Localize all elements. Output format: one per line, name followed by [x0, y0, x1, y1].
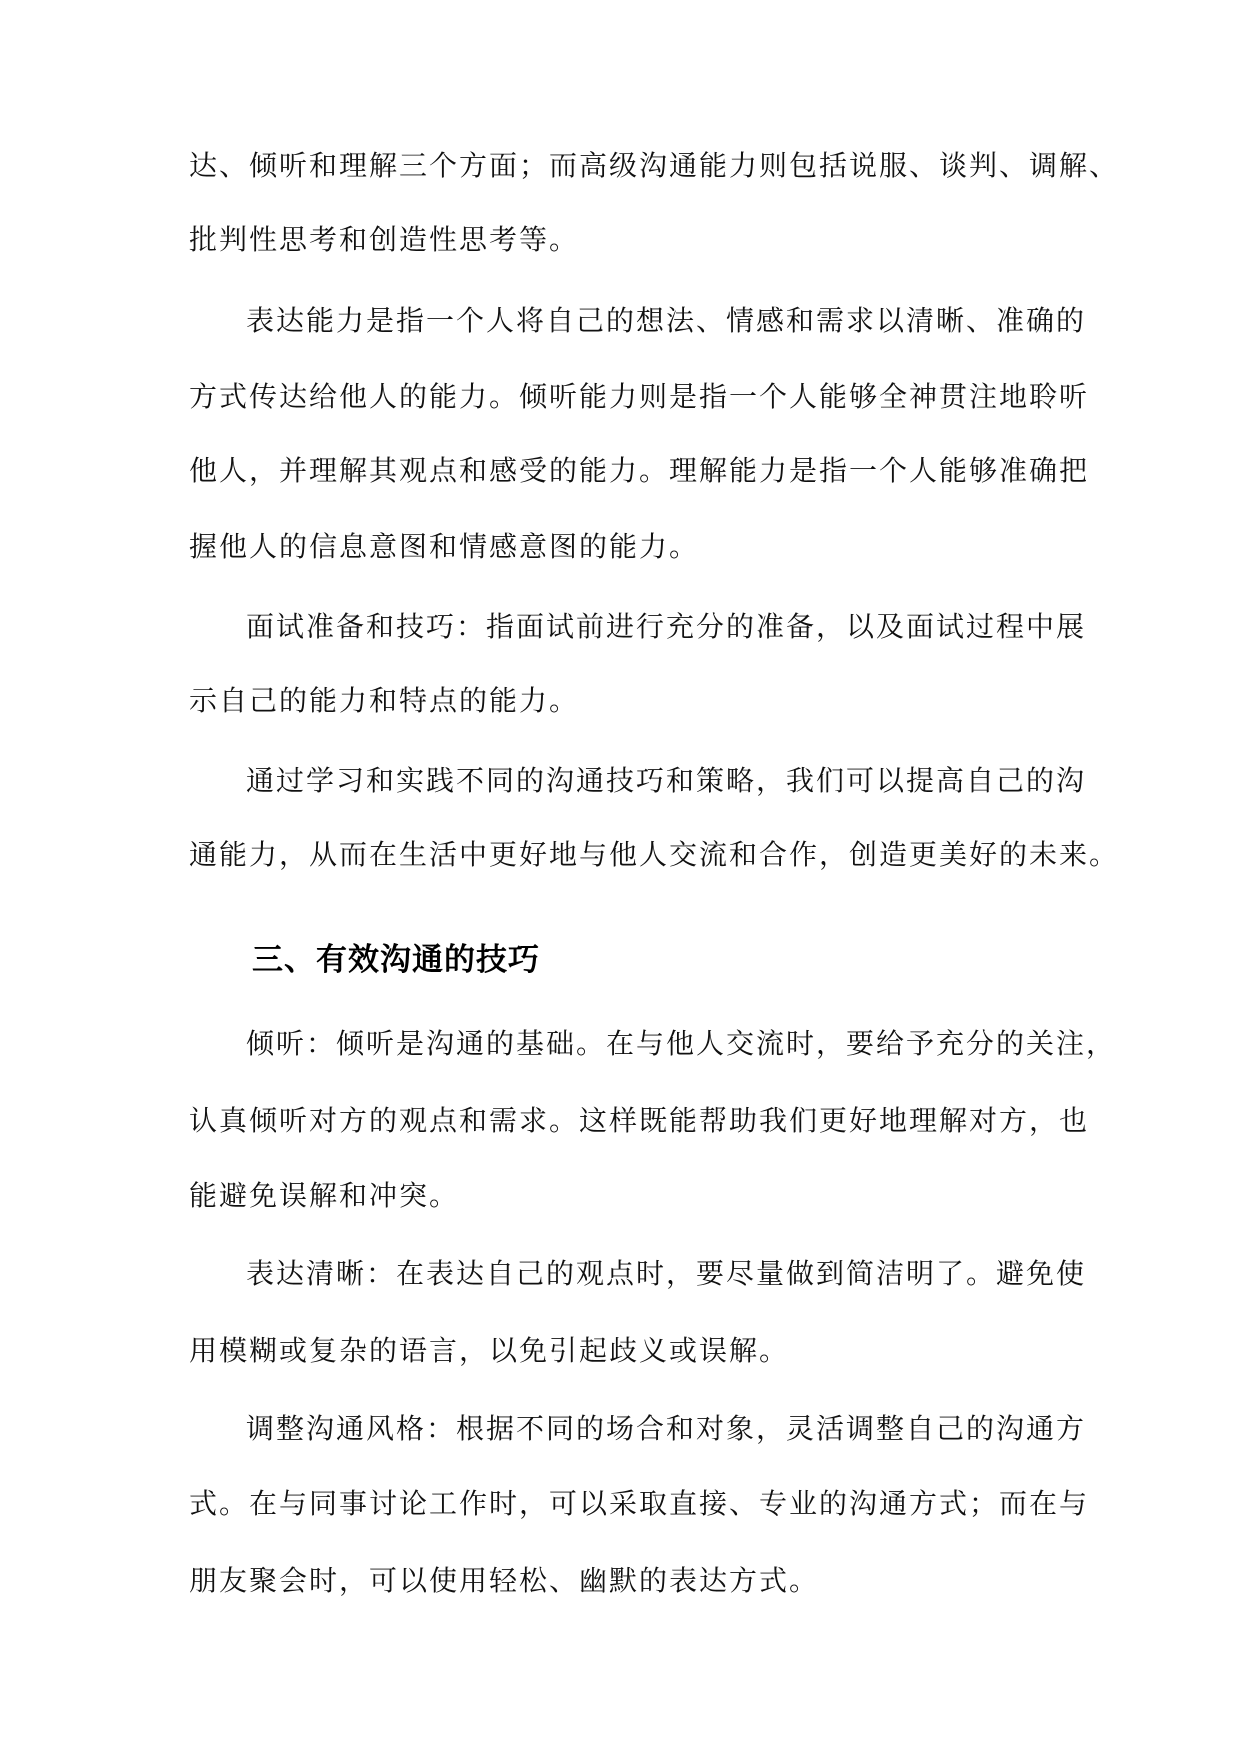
paragraph-line: 朋友聚会时，可以使用轻松、幽默的表达方式。: [189, 1564, 820, 1597]
paragraph-line: 面试准备和技巧：指面试前进行充分的准备，以及面试过程中展: [246, 610, 1087, 643]
paragraph-line: 批判性思考和创造性思考等。: [189, 223, 580, 256]
paragraph-line: 示自己的能力和特点的能力。: [189, 684, 580, 717]
paragraph-line: 握他人的信息意图和情感意图的能力。: [189, 530, 700, 563]
section-heading: 三、有效沟通的技巧: [252, 942, 540, 978]
paragraph-line: 通过学习和实践不同的沟通技巧和策略，我们可以提高自己的沟: [246, 764, 1087, 797]
paragraph-line: 方式传达给他人的能力。倾听能力则是指一个人能够全神贯注地聆听: [189, 380, 1090, 413]
paragraph-line: 调整沟通风格：根据不同的场合和对象，灵活调整自己的沟通方: [246, 1412, 1087, 1445]
paragraph-line: 表达清晰：在表达自己的观点时，要尽量做到简洁明了。避免使: [246, 1257, 1087, 1290]
paragraph-line: 式。在与同事讨论工作时，可以采取直接、专业的沟通方式；而在与: [189, 1487, 1090, 1520]
paragraph-line: 达、倾听和理解三个方面；而高级沟通能力则包括说服、谈判、调解、: [189, 149, 1120, 182]
paragraph-line: 表达能力是指一个人将自己的想法、情感和需求以清晰、准确的: [246, 304, 1087, 337]
paragraph-line: 他人，并理解其观点和感受的能力。理解能力是指一个人能够准确把: [189, 454, 1090, 487]
paragraph-line: 通能力，从而在生活中更好地与他人交流和合作，创造更美好的未来。: [189, 838, 1120, 871]
paragraph-line: 用模糊或复杂的语言，以免引起歧义或误解。: [189, 1334, 790, 1367]
paragraph-line: 能避免误解和冲突。: [189, 1179, 460, 1212]
paragraph-line: 认真倾听对方的观点和需求。这样既能帮助我们更好地理解对方，也: [189, 1104, 1090, 1137]
paragraph-line: 倾听：倾听是沟通的基础。在与他人交流时，要给予充分的关注，: [246, 1027, 1117, 1060]
